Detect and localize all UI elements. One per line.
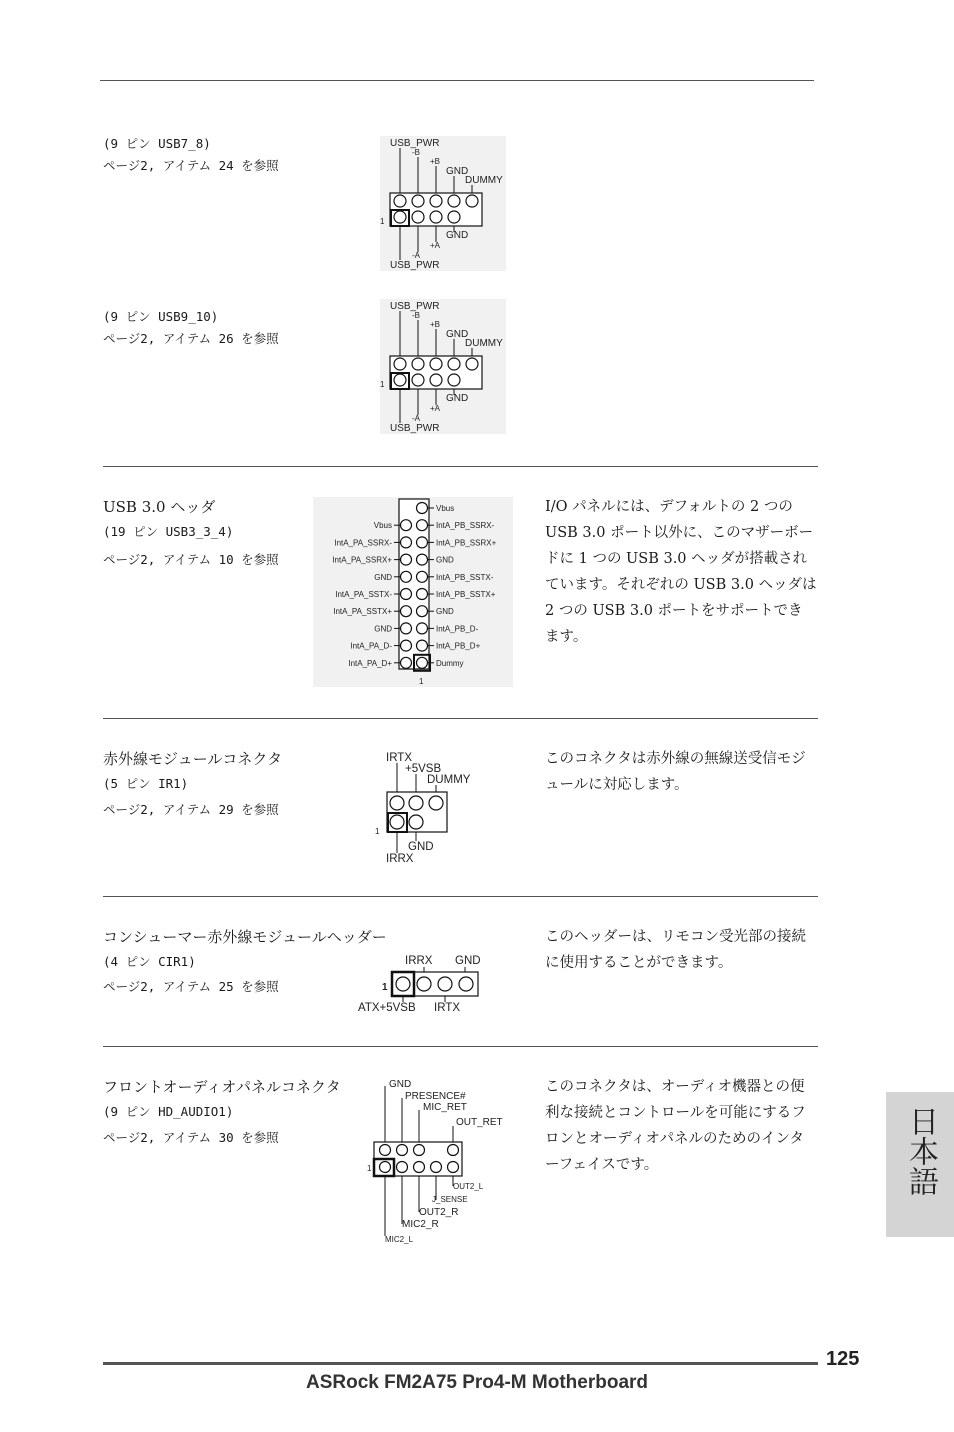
pin1-label: 1 <box>419 677 424 686</box>
language-tab-label: 日本語 <box>903 1106 938 1196</box>
label-plus-a: +A <box>430 241 441 250</box>
label-usb-pwr-top: USB_PWR <box>390 138 440 149</box>
label-out-ret: OUT_RET <box>456 1117 503 1128</box>
cir-description: このヘッダーは、リモコン受光部の接続に使用することができます。 <box>545 929 806 971</box>
right-pin-label: IntA_PB_SSTX- <box>436 572 494 582</box>
usb3-diagram <box>313 497 513 687</box>
audio-title: フロントオーディオパネルコネクタ <box>103 1078 341 1096</box>
left-pin-label: IntA_PA_SSRX+ <box>332 555 392 565</box>
label-mic2-l: MIC2_L <box>385 1235 414 1244</box>
pin <box>401 640 412 651</box>
audio-pins: (9 ピン HD_AUDIO1) <box>103 1104 234 1119</box>
pin <box>401 589 412 600</box>
label-plus-b: +B <box>430 157 441 166</box>
label-gnd: GND <box>389 1079 412 1090</box>
right-pin-label: Dummy <box>436 658 464 668</box>
audio-description: このコネクタは、オーディオ機器との便利な接続とコントロールを可能にするフロンとオーディオパネルのためのインターフェイスです。 <box>545 1079 806 1173</box>
label-dummy: DUMMY <box>465 175 503 186</box>
usb3-title: USB 3.0 ヘッダ <box>103 498 216 516</box>
label-minus-b: -B <box>412 311 420 320</box>
usb78-pins: (9 ピン USB7_8) <box>103 136 211 151</box>
label-gnd-bottom: GND <box>446 230 469 241</box>
pin1-label: 1 <box>375 827 380 836</box>
right-pin-label: GND <box>436 555 454 565</box>
label-plus-a: +A <box>430 404 441 413</box>
label-minus-b: -B <box>412 148 420 157</box>
label-dummy: DUMMY <box>465 338 503 349</box>
usb78-diagram <box>380 136 506 271</box>
pin <box>417 623 428 634</box>
left-pin-label: IntA_PA_SSTX- <box>335 590 392 599</box>
cir-title: コンシューマー赤外線モジュールヘッダー <box>103 928 387 946</box>
ir-pins: (5 ピン IR1) <box>103 776 189 791</box>
pin1-label: 1 <box>380 380 385 389</box>
left-pin-label: GND <box>374 572 392 582</box>
pin <box>417 571 428 582</box>
right-pin-label: IntA_PB_SSTX+ <box>436 590 496 599</box>
pin <box>401 554 412 565</box>
label-irrx: IRRX <box>386 853 414 865</box>
label-minus-a: -A <box>412 251 420 260</box>
cir-pins: (4 ピン CIR1) <box>103 954 196 969</box>
usb78-ref: ページ2, アイテム 24 を参照 <box>103 158 279 173</box>
section-divider <box>103 466 818 467</box>
usb910-pins: (9 ピン USB9_10) <box>103 309 219 324</box>
pin <box>417 537 428 548</box>
usb910-ref: ページ2, アイテム 26 を参照 <box>103 331 279 346</box>
pin <box>401 623 412 634</box>
label-presence: PRESENCE# <box>405 1091 466 1102</box>
left-pin-label: IntA_PA_D- <box>350 641 392 651</box>
pin1-label: 1 <box>382 982 388 993</box>
right-pin-label: IntA_PB_SSRX- <box>436 521 495 531</box>
left-pin-label: GND <box>374 624 392 634</box>
page-number: 125 <box>826 1348 860 1370</box>
right-pin-label: IntA_PB_D- <box>436 624 479 634</box>
label-usb-pwr-top: USB_PWR <box>390 301 440 312</box>
label-out2-l: OUT2_L <box>453 1182 484 1191</box>
pin1-label: 1 <box>380 217 385 226</box>
label-dummy: DUMMY <box>427 774 471 786</box>
label-5vsb: +5VSB <box>405 763 442 775</box>
left-pin-label: IntA_PA_SSTX+ <box>333 607 392 617</box>
label-out2-r: OUT2_R <box>419 1207 459 1218</box>
usb910-diagram <box>380 299 506 434</box>
pin <box>401 657 412 668</box>
pin <box>417 606 428 617</box>
pin <box>401 606 412 617</box>
audio-ref: ページ2, アイテム 30 を参照 <box>103 1130 279 1145</box>
section-divider <box>103 896 818 897</box>
pin <box>417 503 428 514</box>
pin <box>417 520 428 531</box>
left-pin-label: Vbus <box>373 521 392 531</box>
label-mic-ret: MIC_RET <box>423 1102 467 1113</box>
left-pin-label: IntA_PA_SSRX- <box>334 538 392 548</box>
label-irrx: IRRX <box>405 955 433 967</box>
right-pin-label: IntA_PB_D+ <box>436 641 481 651</box>
label-irtx: IRTX <box>434 1002 460 1014</box>
label-gnd: GND <box>455 955 481 967</box>
pin <box>401 520 412 531</box>
pin <box>417 554 428 565</box>
ir-ref: ページ2, アイテム 29 を参照 <box>103 802 279 817</box>
top-rule <box>100 80 814 81</box>
pin <box>417 640 428 651</box>
left-pin-label: IntA_PA_D+ <box>348 658 392 668</box>
usb3-description: I/O パネルには、デフォルトの 2 つの USB 3.0 ポート以外に、このマザーボードに 1 つの USB 3.0 ヘッダが搭載されています。それぞれの USB 3.0 ヘッダは 2 つの USB 3.0 ポートをサポートできます。 <box>545 499 817 645</box>
right-pin-label: IntA_PB_SSRX+ <box>436 538 497 548</box>
label-mic2-r: MIC2_R <box>402 1219 439 1230</box>
label-j-sense: J_SENSE <box>432 1195 468 1204</box>
section-divider <box>103 718 818 719</box>
ir-title: 赤外線モジュールコネクタ <box>103 750 283 768</box>
label-minus-a: -A <box>412 414 420 423</box>
label-atx5vsb: ATX+5VSB <box>358 1002 416 1014</box>
pin <box>417 589 428 600</box>
pin1-label: 1 <box>367 1164 372 1173</box>
pin <box>401 571 412 582</box>
cir-ref: ページ2, アイテム 25 を参照 <box>103 979 279 994</box>
footer-title: ASRock FM2A75 Pro4-M Motherboard <box>305 1372 649 1393</box>
cir-diagram <box>355 950 495 1016</box>
label-gnd-top: GND <box>446 166 469 177</box>
right-pin-label: GND <box>436 607 454 617</box>
audio-diagram <box>365 1076 515 1248</box>
pin <box>401 537 412 548</box>
label-usb-pwr-bottom: USB_PWR <box>390 423 440 434</box>
label-irtx: IRTX <box>386 752 412 764</box>
label-usb-pwr-bottom: USB_PWR <box>390 260 440 271</box>
ir-description: このコネクタは赤外線の無線送受信モジュールに対応します。 <box>545 751 806 793</box>
label-gnd-top: GND <box>446 329 469 340</box>
label-gnd: GND <box>408 841 434 853</box>
pin <box>417 657 428 668</box>
ir-diagram <box>372 750 482 866</box>
label-plus-b: +B <box>430 320 441 329</box>
footer-rule <box>103 1362 818 1365</box>
language-tab <box>886 1092 954 1237</box>
usb3-ref: ページ2, アイテム 10 を参照 <box>103 552 279 567</box>
usb3-pins: (19 ピン USB3_3_4) <box>103 524 234 539</box>
label-gnd-bottom: GND <box>446 393 469 404</box>
section-divider <box>103 1046 818 1047</box>
right-pin-label: Vbus <box>436 504 455 513</box>
